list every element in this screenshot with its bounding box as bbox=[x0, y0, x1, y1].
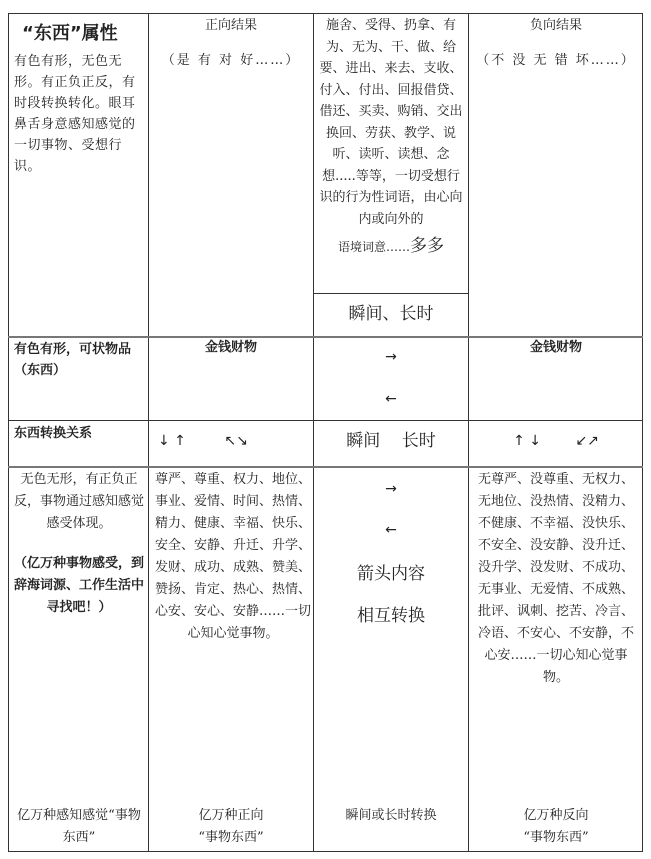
arrows-diagonal-icon: ↙↗ bbox=[575, 433, 599, 449]
positive-result-examples: （是 有 对 好……） bbox=[161, 53, 301, 68]
negative-result-examples: （不 没 无 错 坏……） bbox=[476, 53, 636, 68]
conversion-relation-label: 东西转换关系 bbox=[14, 426, 93, 441]
row4-col4 bbox=[472, 469, 640, 689]
positive-footer-line2: “事物东西” bbox=[198, 830, 264, 845]
arrows-diagonal-icon: ↖↘ bbox=[224, 433, 248, 449]
negative-footer-line1: 亿万种反向 bbox=[523, 808, 589, 823]
arrow-left-icon: ← bbox=[385, 522, 397, 538]
row3-col3 bbox=[314, 428, 468, 454]
arrow-right-icon: → bbox=[385, 349, 397, 365]
attributes-description: 有色有形，无色无形。有正负正反，有时段转换转化。眼耳鼻舌身意感知感觉的一切事物、受想行识。 bbox=[14, 54, 136, 174]
search-hint-note: （亿万种事物感受，到辞海词源、工作生活中寻找吧！） bbox=[14, 556, 145, 615]
positive-footer-line1: 亿万种正向 bbox=[198, 808, 264, 823]
longtime-label: 长时 bbox=[401, 431, 436, 451]
row4-col1 bbox=[14, 469, 144, 619]
attributes-table bbox=[8, 13, 643, 852]
perception-footer: 亿万种感知感觉“事物东西” bbox=[17, 808, 141, 845]
row1-col3 bbox=[316, 15, 466, 259]
negative-result-heading: 负向结果 bbox=[529, 18, 582, 33]
context-meaning-label: 语境词意…… bbox=[337, 240, 410, 254]
attributes-title: “东西”属性 bbox=[22, 23, 118, 44]
negative-footer-line2: “事物东西” bbox=[523, 830, 589, 845]
negative-footer bbox=[470, 805, 642, 849]
positive-result-heading: 正向结果 bbox=[204, 18, 257, 33]
tangible-items-label: 有色有形，可状物品（东西） bbox=[14, 342, 132, 378]
row3-col4-arrows bbox=[470, 431, 642, 452]
arrows-down-up-icon: ↓ ↑ bbox=[158, 433, 186, 449]
row4-col2 bbox=[154, 469, 312, 645]
money-property-negative: 金钱财物 bbox=[529, 340, 582, 355]
column-divider bbox=[468, 13, 469, 852]
instant-label: 瞬间 bbox=[346, 431, 381, 451]
arrows-up-down-icon: ↑ ↓ bbox=[513, 433, 541, 449]
mutual-conversion-label: 相互转换 bbox=[357, 606, 425, 626]
row1-col2 bbox=[150, 15, 312, 71]
row3-col2-arrows bbox=[158, 431, 308, 452]
row1-col1 bbox=[14, 21, 144, 177]
row4-col3 bbox=[314, 469, 468, 629]
row1-col4 bbox=[470, 15, 642, 71]
arrow-right-icon: → bbox=[385, 481, 397, 497]
action-words-list: 施舍、受得、扔拿、有为、无为、干、做、给要、进出、来去、支收、付入、付出、回报借贷、借还、买卖、购销、交出换回、劳获、教学、说听、读听、读想、念想.....等等，一切受想行识的行为性词语，由心向内或向外的 bbox=[319, 18, 463, 227]
money-property-positive: 金钱财物 bbox=[204, 340, 257, 355]
positive-items-list: 尊严、尊重、权力、地位、事业、爱情、时间、热情、精力、健康、幸福、快乐、安全、安静、升迁、升学、发财、成功、成熟、赞美、赞扬、肯定、热心、热情、心安、安心、安静……一切心知心觉事物。 bbox=[154, 472, 311, 641]
conversion-footer: 瞬间或长时转换 bbox=[345, 808, 437, 823]
arrow-content-label: 箭头内容 bbox=[357, 564, 425, 584]
positive-footer bbox=[150, 805, 312, 849]
row-divider bbox=[8, 420, 643, 421]
instant-longtime-label: 瞬间、长时 bbox=[348, 304, 434, 324]
negative-items-list: 无尊严、没尊重、无权力、无地位、没热情、没精力、不健康、不幸福、没快乐、不安全、没安静、没升迁、没升学、没发财、不成功、无事业、无爱情、不成熟、批评、讽刺、挖苦、冷言、冷语、不安心、不安静，不心安……一切心知心觉事物。 bbox=[477, 472, 634, 685]
sub-row-divider bbox=[313, 293, 468, 294]
column-divider bbox=[148, 13, 149, 852]
row-divider bbox=[8, 466, 643, 468]
many-label: 多多 bbox=[410, 236, 444, 256]
arrow-left-icon: ← bbox=[385, 391, 397, 407]
intangible-description: 无色无形，有正负正反，事物通过感知感觉感受体现。 bbox=[14, 472, 145, 531]
